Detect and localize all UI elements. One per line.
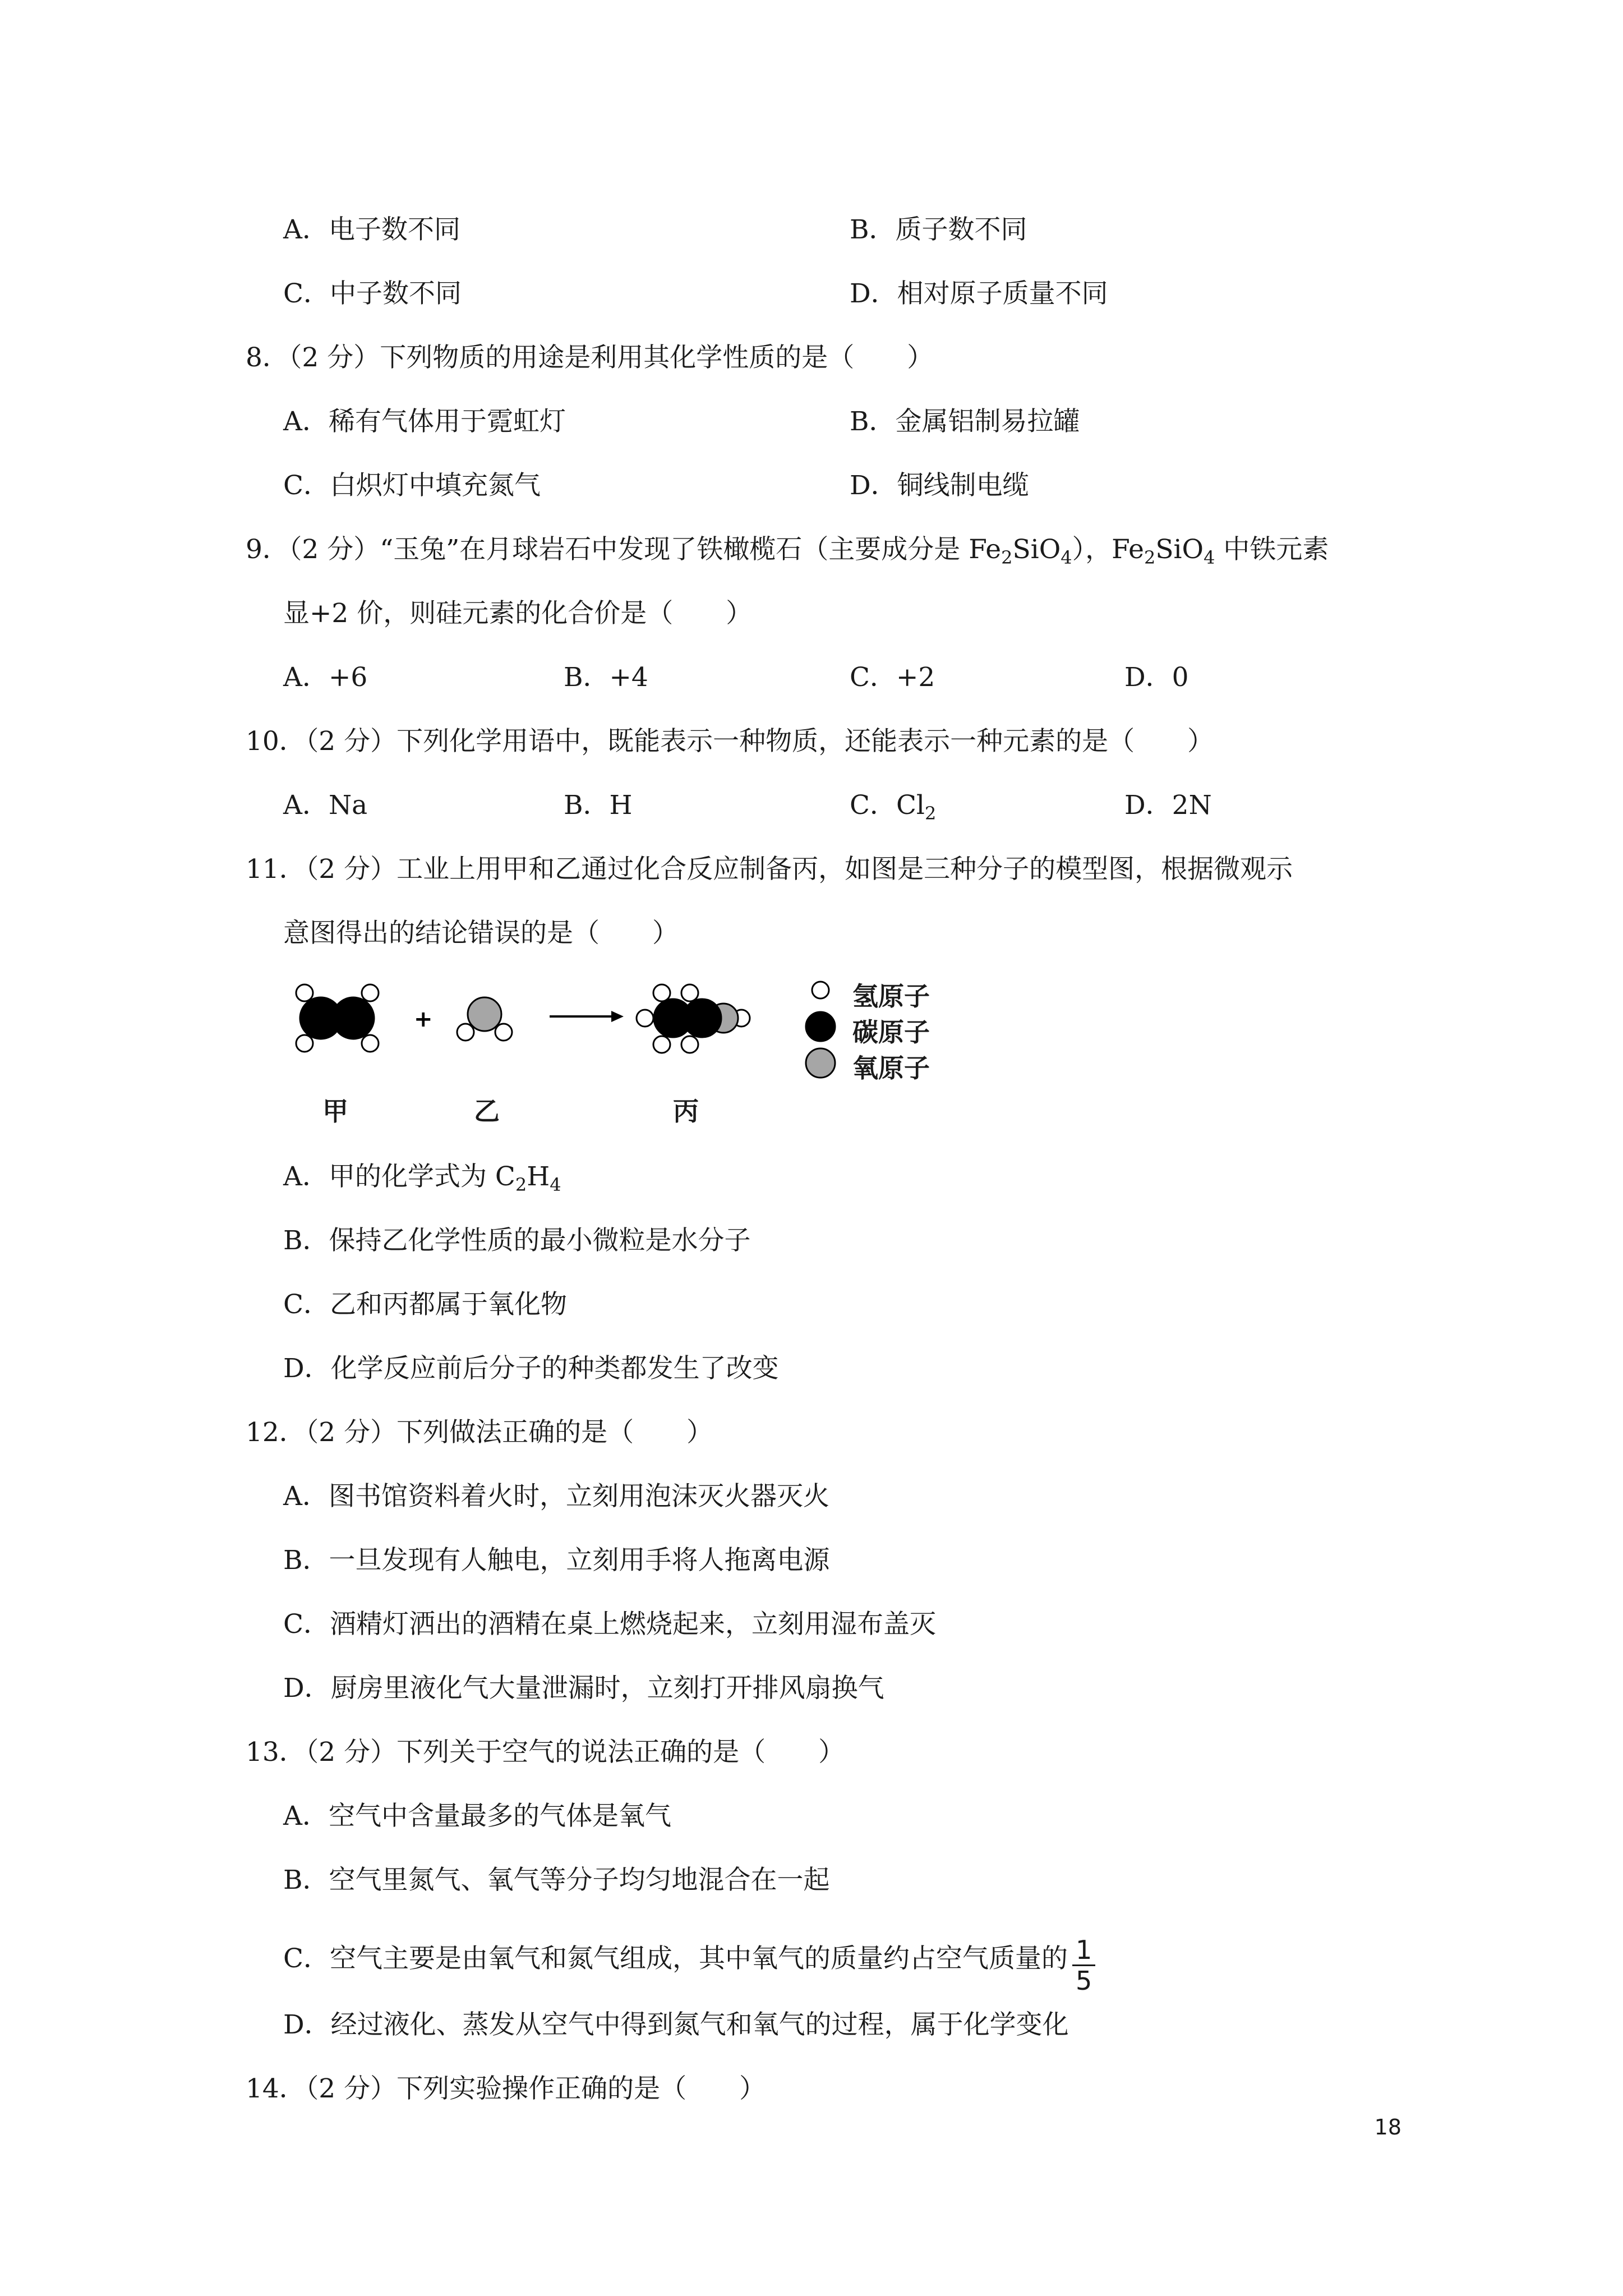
q11-option-c: C．乙和丙都属于氧化物 [283, 1289, 567, 1320]
q8-stem: 8．（2 分）下列物质的用途是利用其化学性质的是（ ） [246, 342, 934, 373]
q12-option-c: C．酒精灯洒出的酒精在桌上燃烧起来，立刻用湿布盖灭 [283, 1609, 936, 1640]
page-number: 18 [1374, 2115, 1401, 2139]
hydrogen-atom [653, 1036, 670, 1053]
carbon-atom [683, 999, 721, 1037]
hydrogen-atom [637, 1010, 653, 1027]
hydrogen-atom [362, 984, 379, 1001]
q13-option-b: B．空气里氮气、氧气等分子均匀地混合在一起 [283, 1865, 830, 1895]
q8-option-d: D．铜线制电缆 [850, 470, 1029, 501]
legend-hydrogen-symbol [812, 982, 829, 999]
legend-hydrogen-label: 氢原子 [852, 981, 930, 1011]
hydrogen-atom [681, 1036, 698, 1053]
hydrogen-atom [495, 1024, 512, 1041]
reaction-arrow [550, 1011, 624, 1022]
q10-option-d: D．2N [1124, 790, 1212, 821]
label-jia: 甲 [322, 1096, 348, 1126]
q10-option-c: C．$Cl_2$ [850, 790, 937, 824]
q14-stem: 14．（2 分）下列实验操作正确的是（ ） [246, 2073, 766, 2104]
label-bing: 丙 [673, 1096, 699, 1126]
q9-stem-line2: 显+2 价，则硅元素的化合价是（ ） [283, 598, 753, 629]
legend-oxygen-symbol [806, 1048, 835, 1078]
label-yi: 乙 [474, 1096, 500, 1126]
legend-oxygen-label: 氧原子 [852, 1053, 930, 1083]
q10-option-b: B．H [564, 790, 633, 821]
q9-option-c: C．+2 [850, 662, 935, 693]
q11-option-b: B．保持乙化学性质的最小微粒是水分子 [283, 1225, 751, 1256]
q13-stem: 13．（2 分）下列关于空气的说法正确的是（ ） [246, 1737, 845, 1768]
plus-sign: + [414, 1006, 433, 1032]
hydrogen-atom [362, 1035, 379, 1052]
q8-option-c: C．白炽灯中填充氮气 [283, 470, 541, 501]
q9-option-d: D．0 [1124, 662, 1189, 693]
q12-option-d: D．厨房里液化气大量泄漏时，立刻打开排风扇换气 [283, 1673, 884, 1704]
q10-option-a: A．Na [283, 790, 368, 821]
q8-option-a: A．稀有气体用于霓虹灯 [283, 406, 566, 437]
oxygen-atom [468, 997, 501, 1031]
q13-option-c: C．空气主要是由氧气和氮气组成，其中氧气的质量约占空气质量的 $\frac{1}{5}$ [283, 1935, 1095, 1995]
q8-option-b: B．金属铝制易拉罐 [850, 406, 1080, 437]
q13-option-a: A．空气中含量最多的气体是氧气 [283, 1801, 671, 1832]
q9-stem-line1: 9．（2 分）“玉兔”在月球岩石中发现了铁橄榄石（主要成分是 $Fe_2SiO_4$），$Fe_2SiO_4$ 中铁元素 [246, 534, 1329, 568]
q11-option-a: A．甲的化学式为 $C_2H_4$ [283, 1161, 561, 1195]
molecule-yi [457, 997, 512, 1041]
molecule-diagram [280, 970, 953, 1139]
hydrogen-atom [681, 984, 698, 1001]
q11-stem-line2: 意图得出的结论错误的是（ ） [283, 918, 679, 949]
hydrogen-atom [457, 1024, 474, 1041]
q12-option-b: B．一旦发现有人触电，立刻用手将人拖离电源 [283, 1545, 830, 1576]
q7-option-a: A．电子数不同 [283, 214, 460, 245]
q11-stem-line1: 11．（2 分）工业上用甲和乙通过化合反应制备丙，如图是三种分子的模型图，根据微观示 [246, 854, 1293, 885]
q7-option-c: C．中子数不同 [283, 278, 462, 309]
q7-option-d: D．相对原子质量不同 [850, 278, 1108, 309]
q12-option-a: A．图书馆资料着火时，立刻用泡沫灭火器灭火 [283, 1481, 829, 1512]
carbon-atom [333, 997, 374, 1039]
legend [806, 982, 835, 1078]
q11-option-d: D．化学反应前后分子的种类都发生了改变 [283, 1353, 779, 1384]
legend-carbon-symbol [806, 1012, 835, 1041]
q13-option-d: D．经过液化、蒸发从空气中得到氮气和氧气的过程，属于化学变化 [283, 2009, 1069, 2040]
q9-option-b: B．+4 [564, 662, 648, 693]
q10-stem: 10．（2 分）下列化学用语中，既能表示一种物质，还能表示一种元素的是（ ） [246, 726, 1214, 757]
hydrogen-atom [653, 984, 670, 1001]
q7-option-b: B．质子数不同 [850, 214, 1027, 245]
hydrogen-atom [296, 1035, 313, 1052]
legend-carbon-label: 碳原子 [852, 1017, 930, 1047]
molecule-jia [296, 984, 379, 1052]
q9-option-a: A．+6 [283, 662, 368, 693]
fraction-one-fifth: $\frac{1}{5}$ [1072, 1935, 1095, 1995]
hydrogen-atom [296, 984, 313, 1001]
molecule-bing [637, 984, 750, 1053]
q12-stem: 12．（2 分）下列做法正确的是（ ） [246, 1417, 713, 1448]
